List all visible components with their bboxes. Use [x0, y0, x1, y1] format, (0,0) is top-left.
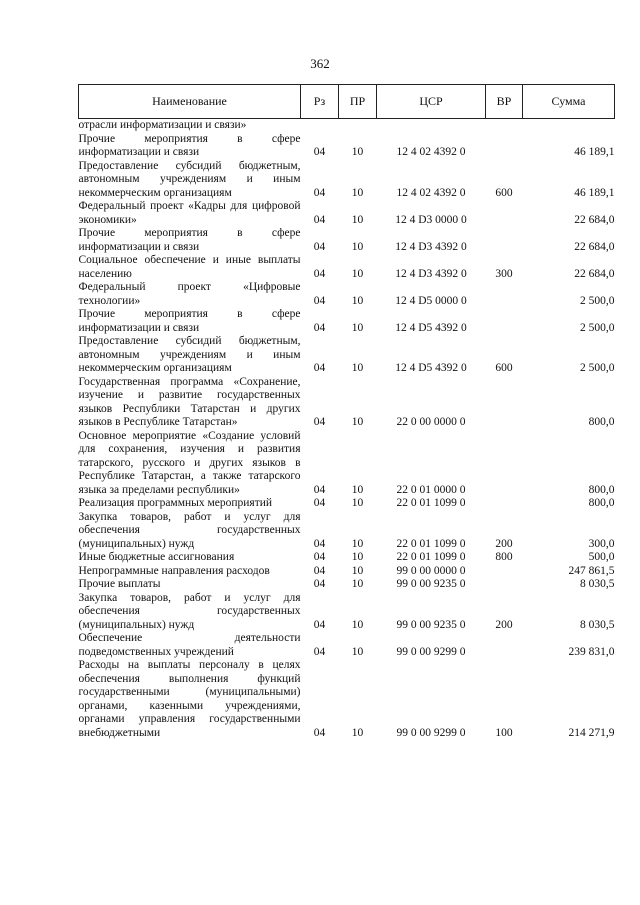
cell-name: Прочие выплаты: [78, 578, 161, 590]
cell-rz: 04: [313, 321, 326, 334]
cell-sum: 214 271,9: [568, 726, 615, 739]
table-row: [79, 659, 615, 740]
cell-csr: 22 0 01 1099 0: [396, 537, 466, 550]
cell-rz: 04: [313, 362, 326, 374]
cell-rz: 04: [313, 146, 326, 158]
cell-sum: 500,0: [588, 551, 615, 563]
cell-pr: 10: [351, 645, 364, 658]
cell-vr: [486, 578, 523, 592]
cell-pr: [339, 119, 377, 133]
header-name: Наименование: [79, 85, 301, 119]
cell-vr: 200: [495, 618, 513, 631]
cell-csr: 12 4 D3 4392 0: [395, 240, 467, 253]
cell-vr: 100: [495, 726, 513, 739]
table-row: [79, 565, 615, 579]
cell-rz: 04: [313, 240, 326, 253]
table-row: [79, 592, 615, 633]
cell-csr: 22 0 01 0000 0: [396, 483, 466, 496]
table-row: [79, 254, 615, 281]
cell-csr: 12 4 02 4392 0: [396, 186, 466, 199]
cell-rz: 04: [313, 645, 326, 658]
cell-vr: [486, 497, 523, 511]
cell-pr: 10: [351, 578, 364, 590]
cell-sum: 300,0: [588, 537, 615, 550]
cell-sum: 2 500,0: [580, 294, 615, 307]
cell-pr: 10: [351, 497, 364, 509]
cell-sum: 800,0: [588, 497, 615, 509]
cell-pr: 10: [351, 483, 364, 496]
cell-sum: 800,0: [588, 483, 615, 496]
table-row: [79, 335, 615, 376]
cell-vr: 800: [495, 551, 513, 563]
cell-name: Федеральный проект «Кадры для цифровой экономики»: [78, 200, 301, 226]
cell-vr: 200: [495, 537, 513, 550]
cell-name: Основное мероприятие «Создание условий для сохранения, изучения и развития татарского, русского и других языков в Республике Татарстан, а также татарского языка за пределами республики»: [78, 429, 301, 496]
table-row: [79, 497, 615, 511]
cell-csr: 22 0 00 0000 0: [396, 416, 466, 428]
header-pr: ПР: [339, 85, 377, 119]
cell-rz: 04: [313, 267, 326, 280]
cell-name: Прочие мероприятия в сфере информатизации и связи: [78, 308, 301, 334]
cell-rz: 04: [313, 537, 326, 550]
cell-name: Федеральный проект «Цифровые технологии»: [78, 281, 301, 307]
cell-rz: 04: [313, 578, 326, 590]
table-header-row: [79, 85, 615, 119]
cell-rz: 04: [313, 551, 326, 563]
cell-vr: [486, 308, 523, 335]
header-csr: ЦСР: [377, 85, 486, 119]
cell-rz: 04: [313, 726, 326, 739]
cell-name: Расходы на выплаты персоналу в целях обеспечения выполнения функций государственными (муниципальными) органами, казенными учреждениями, органами управления государственными внебюджетными: [78, 659, 301, 739]
cell-csr: 99 0 00 0000 0: [396, 564, 466, 577]
cell-csr: 12 4 D3 0000 0: [395, 213, 467, 226]
cell-vr: [486, 133, 523, 160]
cell-pr: 10: [351, 213, 364, 226]
cell-sum: 2 500,0: [580, 321, 615, 334]
cell-csr: 12 4 D3 4392 0: [395, 267, 467, 280]
cell-csr: 12 4 02 4392 0: [396, 146, 466, 158]
cell-rz: 04: [313, 564, 326, 577]
cell-name: Непрограммные направления расходов: [78, 564, 270, 577]
table-body: [79, 119, 615, 741]
cell-csr: 12 4 D5 4392 0: [395, 321, 467, 334]
cell-csr: 12 4 D5 0000 0: [395, 294, 467, 307]
table-row: [79, 308, 615, 335]
cell-sum: 22 684,0: [574, 240, 615, 253]
cell-sum: 800,0: [588, 416, 615, 428]
cell-csr: 12 4 D5 4392 0: [395, 362, 467, 374]
cell-pr: 10: [351, 321, 364, 334]
cell-pr: 10: [351, 564, 364, 577]
cell-name: Реализация программных мероприятий: [78, 497, 273, 509]
cell-sum: 239 831,0: [568, 645, 615, 658]
cell-vr: [486, 227, 523, 254]
cell-csr: 99 0 00 9299 0: [396, 645, 466, 658]
table-row: [79, 227, 615, 254]
cell-vr: 600: [495, 362, 513, 374]
cell-name: Прочие мероприятия в сфере информатизации и связи: [78, 132, 301, 158]
table-row: [79, 133, 615, 160]
cell-name: Обеспечение деятельности подведомственных учреждений: [78, 632, 301, 658]
table-row: [79, 632, 615, 659]
cell-sum: 22 684,0: [574, 213, 615, 226]
table-row: [79, 200, 615, 227]
cell-name: Закупка товаров, работ и услуг для обеспечения государственных (муниципальных) нужд: [78, 591, 301, 631]
cell-sum: 247 861,5: [568, 564, 615, 577]
cell-sum: 8 030,5: [580, 618, 615, 631]
table-row: [79, 511, 615, 552]
table-row: [79, 119, 615, 133]
cell-csr: 99 0 00 9235 0: [396, 618, 466, 631]
cell-vr: [486, 430, 523, 498]
table-row: [79, 551, 615, 565]
cell-csr: 22 0 01 1099 0: [396, 551, 466, 563]
cell-rz: 04: [313, 294, 326, 307]
cell-csr: 22 0 01 1099 0: [396, 497, 466, 509]
cell-rz: 04: [313, 618, 326, 631]
cell-name: Предоставление субсидий бюджетным, автономным учреждениям и иным некоммерческим организациям: [78, 159, 301, 199]
cell-pr: 10: [351, 186, 364, 199]
header-rz: Рз: [301, 85, 339, 119]
cell-vr: [486, 632, 523, 659]
cell-rz: 04: [313, 186, 326, 199]
cell-name: Прочие мероприятия в сфере информатизации и связи: [78, 227, 301, 253]
cell-name: Предоставление субсидий бюджетным, автономным учреждениям и иным некоммерческим организациям: [78, 335, 301, 374]
cell-vr: [486, 281, 523, 308]
header-sum: Сумма: [523, 85, 615, 119]
cell-csr: 99 0 00 9299 0: [396, 726, 466, 739]
cell-pr: 10: [351, 267, 364, 280]
cell-name: Социальное обеспечение и иные выплаты населению: [78, 254, 301, 280]
page-number: 362: [310, 56, 330, 71]
table-row: [79, 376, 615, 430]
cell-vr: [486, 200, 523, 227]
cell-pr: 10: [351, 537, 364, 550]
header-vr: ВР: [486, 85, 523, 119]
cell-vr: 600: [495, 186, 513, 199]
cell-pr: 10: [351, 726, 364, 739]
table-row: [79, 281, 615, 308]
table-row: [79, 160, 615, 201]
table-row: [79, 430, 615, 498]
cell-pr: 10: [351, 294, 364, 307]
cell-vr: [486, 119, 523, 133]
budget-table: [78, 84, 615, 740]
cell-pr: 10: [351, 362, 364, 374]
table-row: [79, 578, 615, 592]
cell-rz: 04: [313, 497, 326, 509]
cell-sum: [523, 119, 615, 133]
cell-sum: 46 189,1: [574, 186, 615, 199]
cell-pr: 10: [351, 240, 364, 253]
cell-vr: [486, 376, 523, 430]
cell-sum: 2 500,0: [580, 362, 615, 374]
cell-name: Закупка товаров, работ и услуг для обеспечения государственных (муниципальных) нужд: [78, 510, 301, 550]
cell-sum: 8 030,5: [580, 578, 615, 590]
cell-vr: [486, 565, 523, 579]
cell-name: отрасли информатизации и связи»: [78, 119, 247, 131]
cell-name: Иные бюджетные ассигнования: [78, 551, 235, 563]
cell-rz: 04: [313, 213, 326, 226]
cell-name: Государственная программа «Сохранение, изучение и развитие государственных языков Республики Татарстан и других языков в Республике Татарстан»: [78, 375, 301, 428]
cell-pr: 10: [351, 146, 364, 158]
cell-csr: 99 0 00 9235 0: [396, 578, 466, 590]
cell-rz: [301, 119, 339, 133]
cell-pr: 10: [351, 551, 364, 563]
cell-rz: 04: [313, 416, 326, 428]
cell-pr: 10: [351, 416, 364, 428]
cell-csr: [377, 119, 486, 133]
cell-sum: 22 684,0: [574, 267, 615, 280]
cell-pr: 10: [351, 618, 364, 631]
cell-rz: 04: [313, 483, 326, 496]
cell-vr: 300: [495, 267, 513, 280]
cell-sum: 46 189,1: [574, 146, 615, 158]
